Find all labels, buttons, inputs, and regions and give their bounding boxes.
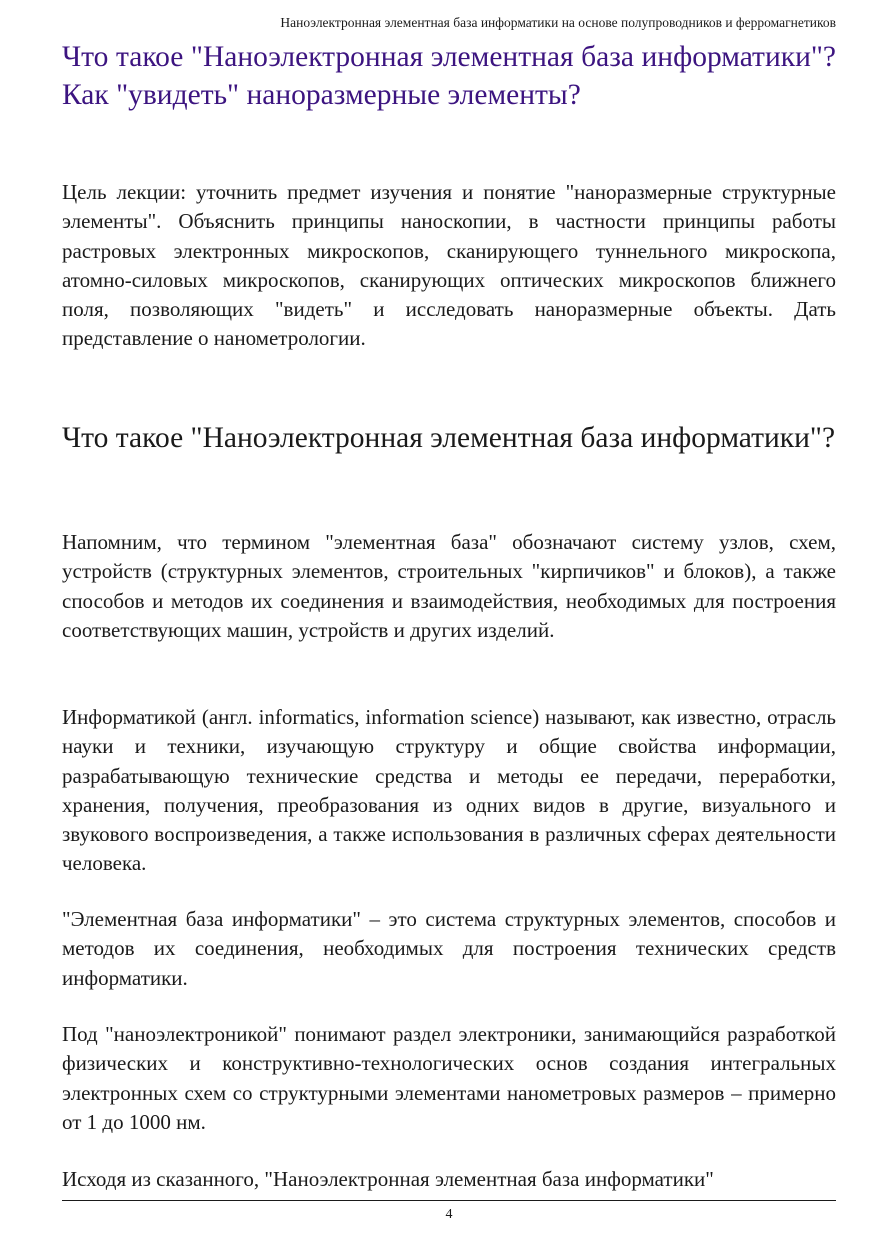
running-header: Наноэлектронная элементная база информатики на основе полупроводников и ферромагнетиков [280, 15, 836, 30]
paragraph-informatics: Информатикой (англ. informatics, information science) называют, как известно, отрасль науки и техники, изучающую структуру и общие свойства информации, разрабатывающую технические средства и методы ее передачи, переработки, хранения, получения, преобразования из одних видов в другие, визуального и звукового воспроизведения, а также использования в различных сферах деятельности человека. [62, 705, 836, 876]
lecture-title: Что такое "Наноэлектронная элементная база информатики"? Как "увидеть" наноразмерные элементы? [62, 41, 836, 111]
subsection-title: Что такое "Наноэлектронная элементная база информатики"? [62, 422, 836, 454]
paragraph-nanoelectronics: Под "наноэлектроникой" понимают раздел электроники, занимающийся разработкой физических и конструктивно-технологических основ создания интегральных электронных схем со структурными элементами нанометровых размеров – примерно от 1 до 1000 нм. [62, 1022, 836, 1134]
page-number: 4 [445, 1207, 453, 1222]
footer-divider [62, 1200, 836, 1201]
paragraph-informatics-element-base: "Элементная база информатики" – это система структурных элементов, способов и методов их соединения, необходимых для построения технических средств информатики. [62, 907, 836, 990]
lecture-goal-paragraph: Цель лекции: уточнить предмет изучения и понятие "наноразмерные структурные элементы". Объяснить принципы наноскопии, в частности принципы работы растровых электронных микроскопов, сканирующего туннельного микроскопа, атомно-силовых микроскопов, сканирующих оптических микроскопов ближнего поля, позволяющих "видеть" и исследовать наноразмерные объекты. Дать представление о нанометрологии. [62, 180, 836, 351]
paragraph-conclusion-start: Исходя из сказанного, "Наноэлектронная элементная база информатики" [62, 1167, 714, 1191]
document-page [62, 0, 836, 1241]
paragraph-element-base: Напомним, что термином "элементная база" обозначают систему узлов, схем, устройств (структурных элементов, строительных "кирпичиков" и блоков), а также способов и методов их соединения и взаимодействия, необходимых для построения соответствующих машин, устройств и других изделий. [62, 530, 836, 642]
